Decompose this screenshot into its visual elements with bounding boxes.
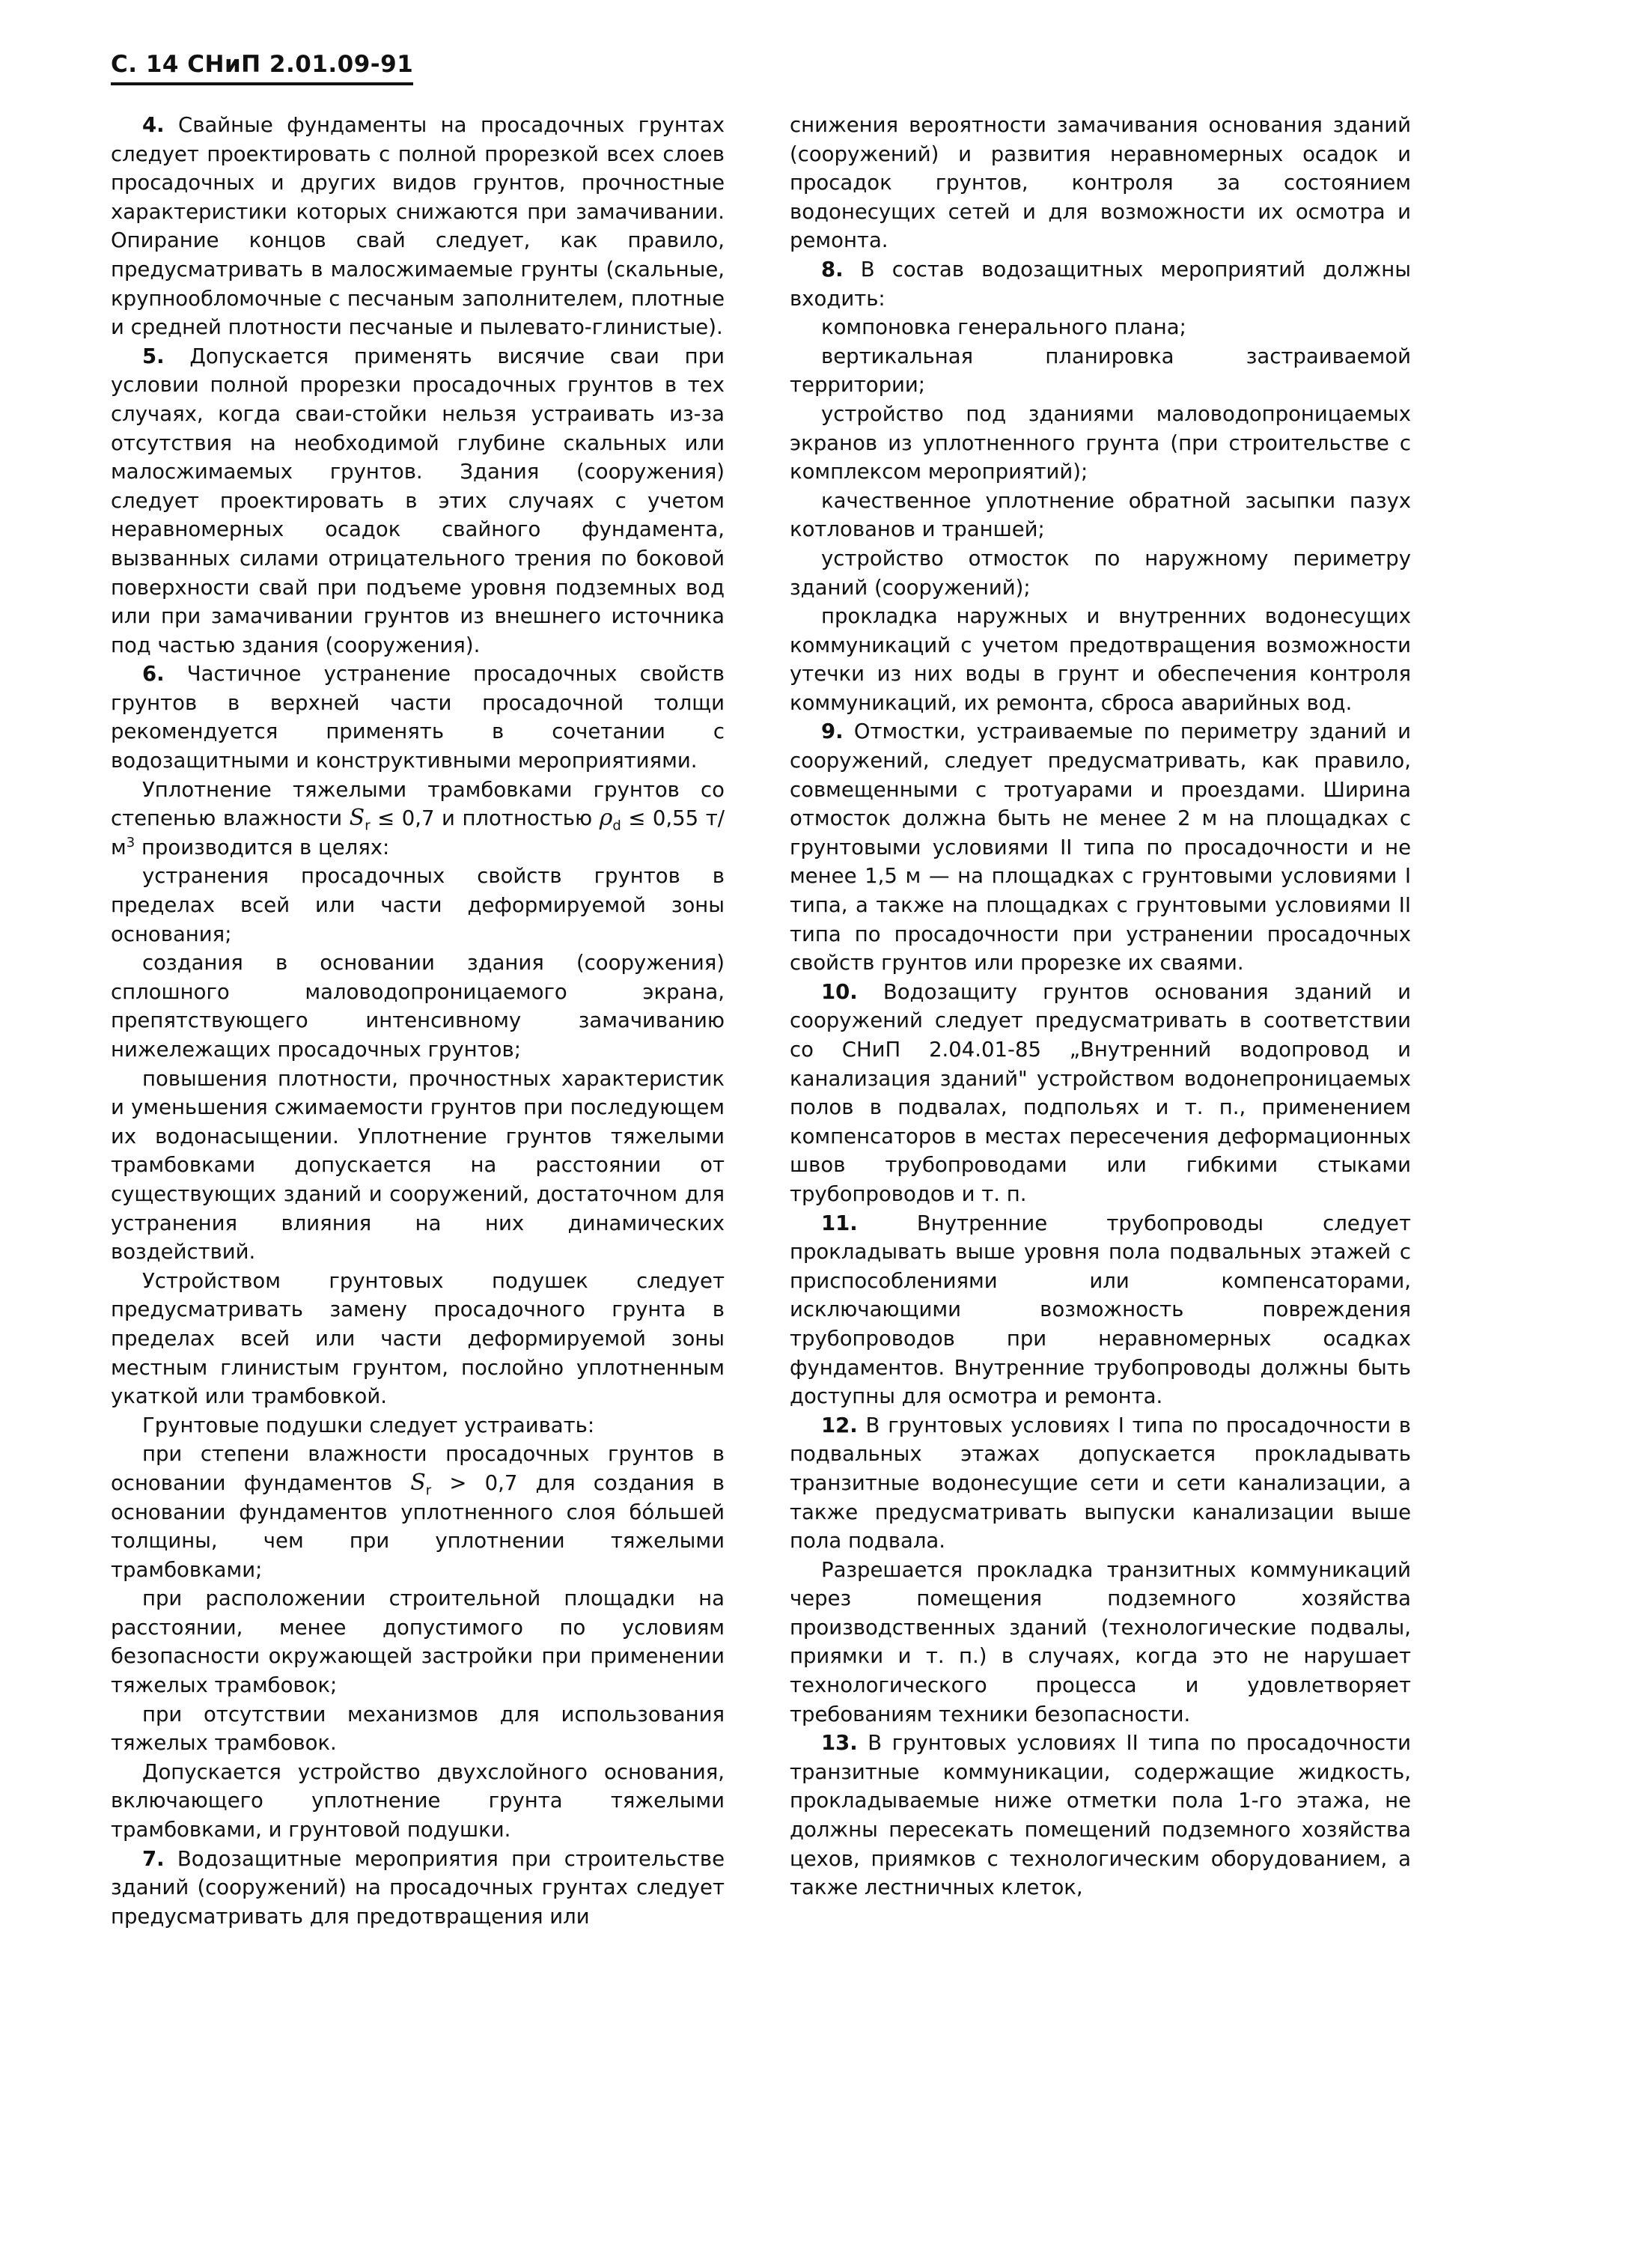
text-fragment: > 0,7 для создания в основании фундаментов уплотненного слоя бóльшей толщины, чем при уплотнении тяжелыми трамбовками;: [111, 1470, 725, 1582]
left-column: [111, 111, 725, 1931]
symbol-s: S: [349, 805, 365, 832]
paragraph-4: [111, 111, 725, 342]
paragraph-5: [111, 342, 725, 660]
paragraph-11: [790, 1209, 1411, 1411]
list-item: устройство под зданиями маловодопроницаемых экранов из уплотненного грунта (при строительстве с комплексом мероприятий);: [790, 401, 1411, 484]
clause-text: В грунтовых условиях I типа по просадочности в подвальных этажах допускается прокладывать транзитные водонесущие сети и сети канализации, а также предусматривать выпуски канализации выше пола подвала.: [790, 1413, 1411, 1553]
text-fragment: Уплотнение тяжелыми трамбовками грунтов со степенью влажности: [111, 777, 725, 831]
right-column: [790, 111, 1411, 1902]
paragraph-continued: снижения вероятности замачивания основания зданий (сооружений) и развития неравномерных осадок и просадок грунтов, контроля за состоянием водонесущих сетей и для возможности их осмотра и ремонта.: [790, 113, 1411, 253]
clause-text: Водозащитные мероприятия при строительстве зданий (сооружений) на просадочных грунтах следует предусматривать для предотвращения или: [111, 1846, 725, 1929]
clause-number: 8.: [821, 257, 844, 281]
paragraph: Разрешается прокладка транзитных коммуникаций через помещения подземного хозяйства производственных зданий (технологические подвалы, приямки и т. п.) в случаях, когда это не нарушает технологического процесса и удовлетворяет требованиям техники безопасности.: [790, 1557, 1411, 1726]
superscript: 3: [126, 834, 135, 850]
paragraph: Допускается устройство двухслойного основания, включающего уплотнение грунта тяжелыми трамбовками, и грунтовой подушки.: [111, 1759, 725, 1842]
clause-number: 5.: [142, 344, 165, 368]
symbol-rho: ρ: [599, 805, 613, 832]
list-item: прокладка наружных и внутренних водонесущих коммуникаций с учетом предотвращения возможности утечки из них воды в грунт и обеспечения контроля коммуникаций, их ремонта, сброса аварийных вод.: [790, 604, 1411, 715]
page-header: С. 14 СНиП 2.01.09-91: [111, 51, 413, 85]
paragraph-8: [790, 255, 1411, 313]
text-fragment: ≤ 0,7 и плотностью: [370, 806, 600, 831]
subscript: r: [365, 818, 371, 834]
clause-text: Свайные фундаменты на просадочных грунтах следует проектировать с полной прорезкой всех слоев просадочных и других видов грунтов, прочностные характеристики которых снижаются при замачивании. Опирание концов свай следует, как правило, предусматривать в малосжимаемые грунты (скальные, крупнообломочные с песчаным заполнителем, плотные и средней плотности песчаные и пылевато-глинистые).: [111, 113, 725, 340]
list-item: устройство отмосток по наружному периметру зданий (сооружений);: [790, 546, 1411, 600]
paragraph-13: [790, 1729, 1411, 1902]
list-item: качественное уплотнение обратной засыпки пазух котлованов и траншей;: [790, 488, 1411, 542]
clause-text: Допускается применять висячие сваи при условии полной прорезки просадочных грунтов в тех случаях, когда сваи-стойки нельзя устраивать из-за отсутствия на необходимой глубине скальных или малосжимаемых грунтов. Здания (сооружения) следует проектировать в этих случаях с учетом неравномерных осадок свайного фундамента, вызванных силами отрицательного трения по боковой поверхности свай при подъеме уровня подземных вод или при замачивании грунтов из внешнего источника под частью здания (сооружения).: [111, 344, 725, 657]
paragraph-compaction: [111, 776, 725, 862]
paragraph-6: [111, 660, 725, 775]
text-fragment: ≤ 0,55 т/м: [111, 806, 725, 859]
paragraph-10: [790, 978, 1411, 1209]
clause-text: В грунтовых условиях II типа по просадочности транзитные коммуникации, содержащие жидкость, прокладываемые ниже отметки пола 1-го этажа, не должны пересекать помещений подземного хозяйства цехов, приямков с технологическим оборудованием, а также лестничных клеток,: [790, 1731, 1411, 1900]
paragraph-9: [790, 717, 1411, 977]
subscript: r: [425, 1482, 432, 1499]
list-item: устранения просадочных свойств грунтов в пределах всей или части деформируемой зоны основания;: [111, 864, 725, 946]
clause-text: Водозащиту грунтов основания зданий и сооружений следует предусматривать в соответствии со СНиП 2.04.01-85 „Внутренний водопровод и канализация зданий" устройством водонепроницаемых полов в подвалах, подпольях и т. п., применением компенсаторов в местах пересечения деформационных швов трубопроводами или гибкими стыками трубопроводов и т. п.: [790, 979, 1411, 1206]
subscript: d: [612, 818, 621, 834]
clause-number: 11.: [821, 1211, 858, 1235]
clause-number: 6.: [142, 662, 165, 687]
paragraph-12: [790, 1411, 1411, 1556]
list-item: создания в основании здания (сооружения) сплошного маловодопроницаемого экрана, препятствующего интенсивному замачиванию нижележащих просадочных грунтов;: [111, 951, 725, 1062]
list-item: компоновка генерального плана;: [821, 315, 1186, 340]
clause-number: 10.: [821, 979, 858, 1004]
symbol-s: S: [410, 1469, 426, 1496]
list-item: при отсутствии механизмов для использования тяжелых трамбовок.: [111, 1702, 725, 1756]
clause-number: 9.: [821, 719, 844, 744]
text-fragment: при степени влажности просадочных грунтов в основании фундаментов: [111, 1442, 725, 1495]
list-item: при расположении строительной площадки на расстоянии, менее допустимого по условиям безопасности окружающей застройки при применении тяжелых трамбовок;: [111, 1586, 725, 1698]
clause-text: Отмостки, устраиваемые по периметру зданий и сооружений, следует предусматривать, как правило, совмещенными с тротуарами и проездами. Ширина отмосток должна быть не менее 2 м на площадках с грунтовыми условиями II типа по просадочности и не менее 1,5 м — на площадках с грунтовыми условиями I типа, а также на площадках с грунтовыми условиями II типа по просадочности при устранении просадочных свойств грунтов или прорезке их сваями.: [790, 719, 1411, 976]
clause-number: 12.: [821, 1413, 858, 1437]
clause-text: В состав водозащитных мероприятий должны входить:: [790, 257, 1411, 311]
list-item: [111, 1440, 725, 1584]
list-item: повышения плотности, прочностных характеристик и уменьшения сжимаемости грунтов при последующем их водонасыщении. Уплотнение грунтов тяжелыми трамбовками допускается на расстоянии от существующих зданий и сооружений, достаточном для устранения влияния на них динамических воздействий.: [111, 1066, 725, 1264]
paragraph: Устройством грунтовых подушек следует предусматривать замену просадочного грунта в пределах всей или части деформируемой зоны местным глинистым грунтом, послойно уплотненным укаткой или трамбовкой.: [111, 1268, 725, 1409]
clause-number: 7.: [142, 1846, 165, 1871]
paragraph: Грунтовые подушки следует устраивать:: [142, 1413, 595, 1437]
clause-text: Внутренние трубопроводы следует прокладывать выше уровня пола подвальных этажей с приспособлениями или компенсаторами, исключающими возможность повреждения трубопроводов при неравномерных осадках фундаментов. Внутренние трубопроводы должны быть доступны для осмотра и ремонта.: [790, 1211, 1411, 1409]
clause-number: 4.: [142, 113, 165, 137]
paragraph-7: [111, 1845, 725, 1932]
list-item: вертикальная планировка застраиваемой территории;: [790, 344, 1411, 398]
clause-number: 13.: [821, 1731, 858, 1756]
clause-text: Частичное устранение просадочных свойств грунтов в верхней части просадочной толщи рекомендуется применять в сочетании с водозащитными и конструктивными мероприятиями.: [111, 662, 725, 773]
text-fragment: производится в целях:: [135, 835, 390, 859]
